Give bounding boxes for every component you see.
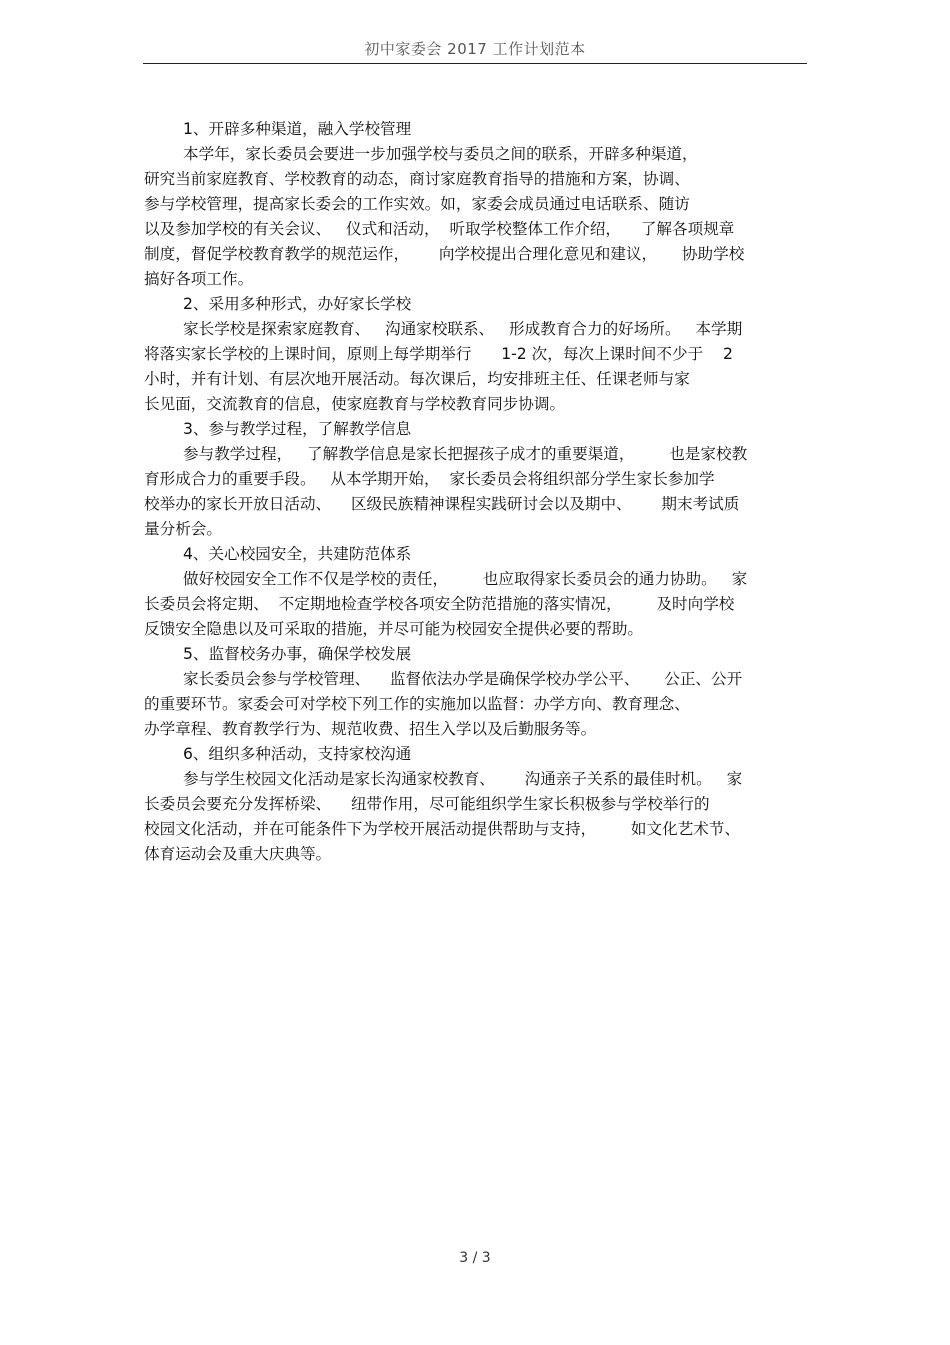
paragraph-start-line: 5、监督校务办事，确保学校发展 — [183, 645, 412, 663]
paragraph-line: 反馈安全隐患以及可采取的措施，并尽可能为校园安全提供必要的帮助。 — [144, 620, 644, 638]
paragraph-start-line: 本学年，家长委员会要进一步加强学校与委员之间的联系，开辟多种渠道， — [183, 145, 698, 163]
paragraph-line: 量分析会。 — [144, 520, 222, 538]
paragraph-line: 研究当前家庭教育、学校教育的动态，商讨家庭教育指导的措施和方案，协调、 — [144, 170, 690, 188]
paragraph-line: 搞好各项工作。 — [144, 270, 254, 288]
paragraph-line: 育形成合力的重要手段。 从本学期开始， 家长委员会将组织部分学生家长参加学 — [144, 470, 715, 488]
paragraph-start-line: 2、采用多种形式，办好家长学校 — [183, 295, 412, 313]
paragraph-line: 小时，并有计划、有层次地开展活动。每次课后，均安排班主任、任课老师与家 — [144, 370, 690, 388]
paragraph-line: 校举办的家长开放日活动、 区级民族精神课程实践研讨会以及期中、 期末考试质 — [144, 495, 740, 513]
paragraph-line: 办学章程、教育教学行为、规范收费、招生入学以及后勤服务等。 — [144, 720, 597, 738]
paragraph-start-line: 家长学校是探索家庭教育、 沟通家校联系、 形成教育合力的好场所。 本学期 — [183, 320, 743, 338]
paragraph-start-line: 1、开辟多种渠道，融入学校管理 — [183, 120, 412, 138]
paragraph-line: 的重要环节。家委会可对学校下列工作的实施加以监督：办学方向、教育理念、 — [144, 695, 690, 713]
page-header: 初中家委会 2017 工作计划范本 — [364, 40, 586, 58]
document-body — [144, 117, 806, 867]
paragraph-line: 长委员会要充分发挥桥梁、 纽带作用，尽可能组织学生家长积极参与学校举行的 — [144, 795, 710, 813]
paragraph-line: 参与学校管理，提高家长委会的工作实效。如，家委会成员通过电话联系、随访 — [144, 195, 690, 213]
paragraph-line: 长委员会将定期、 不定期地检查学校各项安全防范措施的落实情况， 及时向学校 — [144, 595, 735, 613]
paragraph-line: 将落实家长学校的上课时间，原则上每学期举行 1-2 次，每次上课时间不少于 2 — [144, 345, 733, 363]
header-divider — [143, 63, 807, 64]
paragraph-start-line: 做好校园安全工作不仅是学校的责任， 也应取得家长委员会的通力协助。 家 — [183, 570, 748, 588]
page-number: 3 / 3 — [459, 1250, 491, 1266]
paragraph-start-line: 家长委员会参与学校管理、 监督依法办学是确保学校办学公平、 公正、公开 — [183, 670, 743, 688]
paragraph-start-line: 4、关心校园安全，共建防范体系 — [183, 545, 412, 563]
paragraph-line: 校园文化活动，并在可能条件下为学校开展活动提供帮助与支持， 如文化艺术节、 — [144, 820, 741, 838]
paragraph-start-line: 参与学生校园文化活动是家长沟通家校教育、 沟通亲子关系的最佳时机。 家 — [183, 770, 743, 788]
paragraph-line: 以及参加学校的有关会议、 仪式和活动， 听取学校整体工作介绍， 了解各项规章 — [144, 220, 735, 238]
paragraph-line: 体育运动会及重大庆典等。 — [144, 845, 332, 863]
paragraph-line: 长见面，交流教育的信息，使家庭教育与学校教育同步协调。 — [144, 395, 566, 413]
paragraph-start-line: 6、组织多种活动，支持家校沟通 — [183, 745, 412, 763]
paragraph-line: 制度，督促学校教育教学的规范运作， 向学校提出合理化意见和建议， 协助学校 — [144, 245, 745, 263]
paragraph-start-line: 参与教学过程， 了解教学信息是家长把握孩子成才的重要渠道， 也是家校教 — [183, 445, 748, 463]
paragraph-start-line: 3、参与教学过程，了解教学信息 — [183, 420, 412, 438]
